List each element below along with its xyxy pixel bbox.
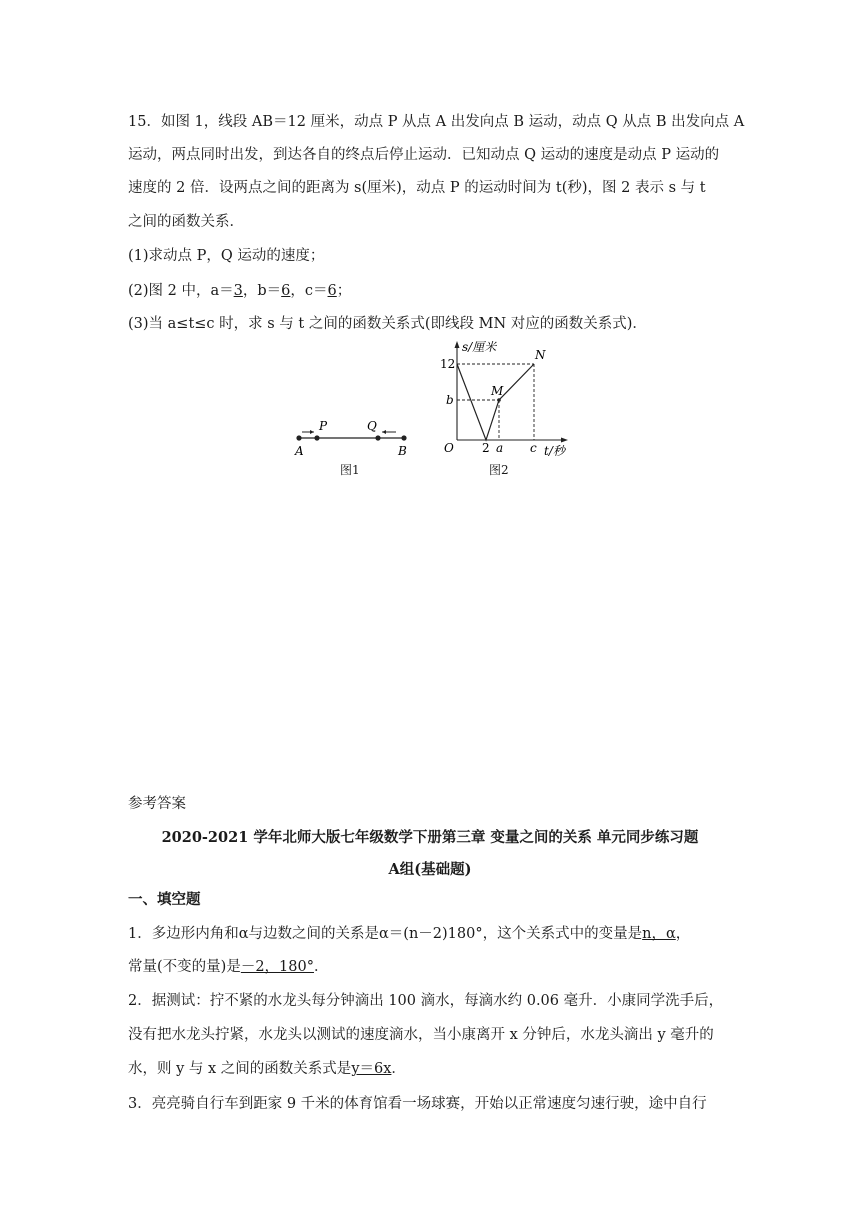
q2-prefix: (2)图 2 中，a＝ bbox=[128, 283, 234, 299]
point-a-dot bbox=[296, 435, 301, 440]
group-heading: A组(基础题) bbox=[388, 861, 472, 878]
answer-1-const-text: 常量(不变的量)是 bbox=[128, 959, 241, 975]
y-axis-label: s/厘米 bbox=[462, 340, 497, 354]
problem-15-line-1: 15．如图 1，线段 AB＝12 厘米，动点 P 从点 A 出发向点 B 运动，动点 Q 从点 B 出发向点 A bbox=[128, 114, 745, 130]
section-fill-in: 一、填空题 bbox=[128, 891, 201, 908]
answer-1-punct: ， bbox=[675, 926, 691, 942]
problem-15-line-4: 之间的函数关系． bbox=[128, 214, 244, 230]
problem-15-line-2: 运动，两点同时出发，到达各自的终点后停止运动．已知动点 Q 运动的速度是动点 P 运动的 bbox=[128, 147, 720, 163]
tick-12: 12 bbox=[440, 357, 456, 371]
answer-2-line-1: 2．据测试：拧不紧的水龙头每分钟滴出 100 滴水，每滴水约 0.06 毫升．小康同学洗手后， bbox=[128, 993, 724, 1009]
label-q: Q bbox=[367, 419, 377, 433]
figure-1-segment-diagram bbox=[288, 415, 418, 463]
x-axis-label: t/秒 bbox=[544, 444, 565, 458]
answer-2-line-3 bbox=[128, 1059, 406, 1079]
answer-3-line-1: 3．亮亮骑自行车到距家 9 千米的体育馆看一场球赛，开始以正常速度匀速行驶，途中自行 bbox=[128, 1096, 707, 1112]
figure-2-graph bbox=[428, 338, 576, 460]
answer-1-line-2 bbox=[128, 957, 328, 977]
origin-label: O bbox=[444, 441, 454, 455]
answer-c: 6 bbox=[327, 283, 337, 299]
answer-2-end: ． bbox=[391, 1061, 406, 1077]
label-n: N bbox=[535, 348, 546, 362]
tick-a: a bbox=[496, 441, 504, 455]
label-m: M bbox=[491, 384, 504, 398]
tick-c: c bbox=[530, 441, 537, 455]
figure-2-caption: 图2 bbox=[489, 463, 509, 477]
q2-end: ； bbox=[336, 283, 352, 299]
answer-1-end: ． bbox=[313, 959, 329, 975]
problem-15-question-1: (1)求动点 P，Q 运动的速度； bbox=[128, 248, 325, 264]
problem-15-question-2 bbox=[128, 281, 351, 301]
point-p-dot bbox=[314, 435, 319, 440]
answer-1-text: 1．多边形内角和α与边数之间的关系是α＝(n－2)180°，这个关系式中的变量是 bbox=[128, 926, 643, 942]
answer-b: 6 bbox=[281, 283, 291, 299]
problem-15-line-3: 速度的 2 倍．设两点之间的距离为 s(厘米)，动点 P 的运动时间为 t(秒)，图 2 表示 s 与 t bbox=[128, 180, 706, 196]
point-q-dot bbox=[375, 435, 380, 440]
answer-1-variables: n，α bbox=[642, 926, 676, 942]
q2-mid-1: ，b＝ bbox=[242, 283, 282, 299]
tick-2: 2 bbox=[482, 441, 490, 455]
problem-15-question-3: (3)当 a≤t≤c 时，求 s 与 t 之间的函数关系式(即线段 MN 对应的函数关系式)． bbox=[128, 316, 647, 332]
answer-1-line-1 bbox=[128, 924, 690, 944]
label-a: A bbox=[295, 444, 304, 458]
answers-title: 2020-2021 学年北师大版七年级数学下册第三章 变量之间的关系 单元同步练习题 bbox=[161, 829, 699, 846]
answer-2-text: 水，则 y 与 x 之间的函数关系式是 bbox=[128, 1061, 352, 1077]
answer-a: 3 bbox=[233, 283, 243, 299]
answer-1-constants: －2，180° bbox=[240, 959, 314, 975]
point-b-dot bbox=[401, 435, 406, 440]
answers-heading: 参考答案 bbox=[128, 796, 186, 812]
graph-line bbox=[457, 364, 534, 440]
tick-b: b bbox=[446, 393, 454, 407]
figure-1-caption: 图1 bbox=[340, 463, 360, 477]
label-b: B bbox=[398, 444, 407, 458]
answer-2-formula: y＝6x bbox=[351, 1061, 392, 1077]
label-p: P bbox=[319, 419, 328, 433]
answer-2-line-2: 没有把水龙头拧紧，水龙头以测试的速度滴水，当小康离开 x 分钟后，水龙头滴出 y 毫升的 bbox=[128, 1027, 714, 1043]
q2-mid-2: ，c＝ bbox=[290, 283, 328, 299]
